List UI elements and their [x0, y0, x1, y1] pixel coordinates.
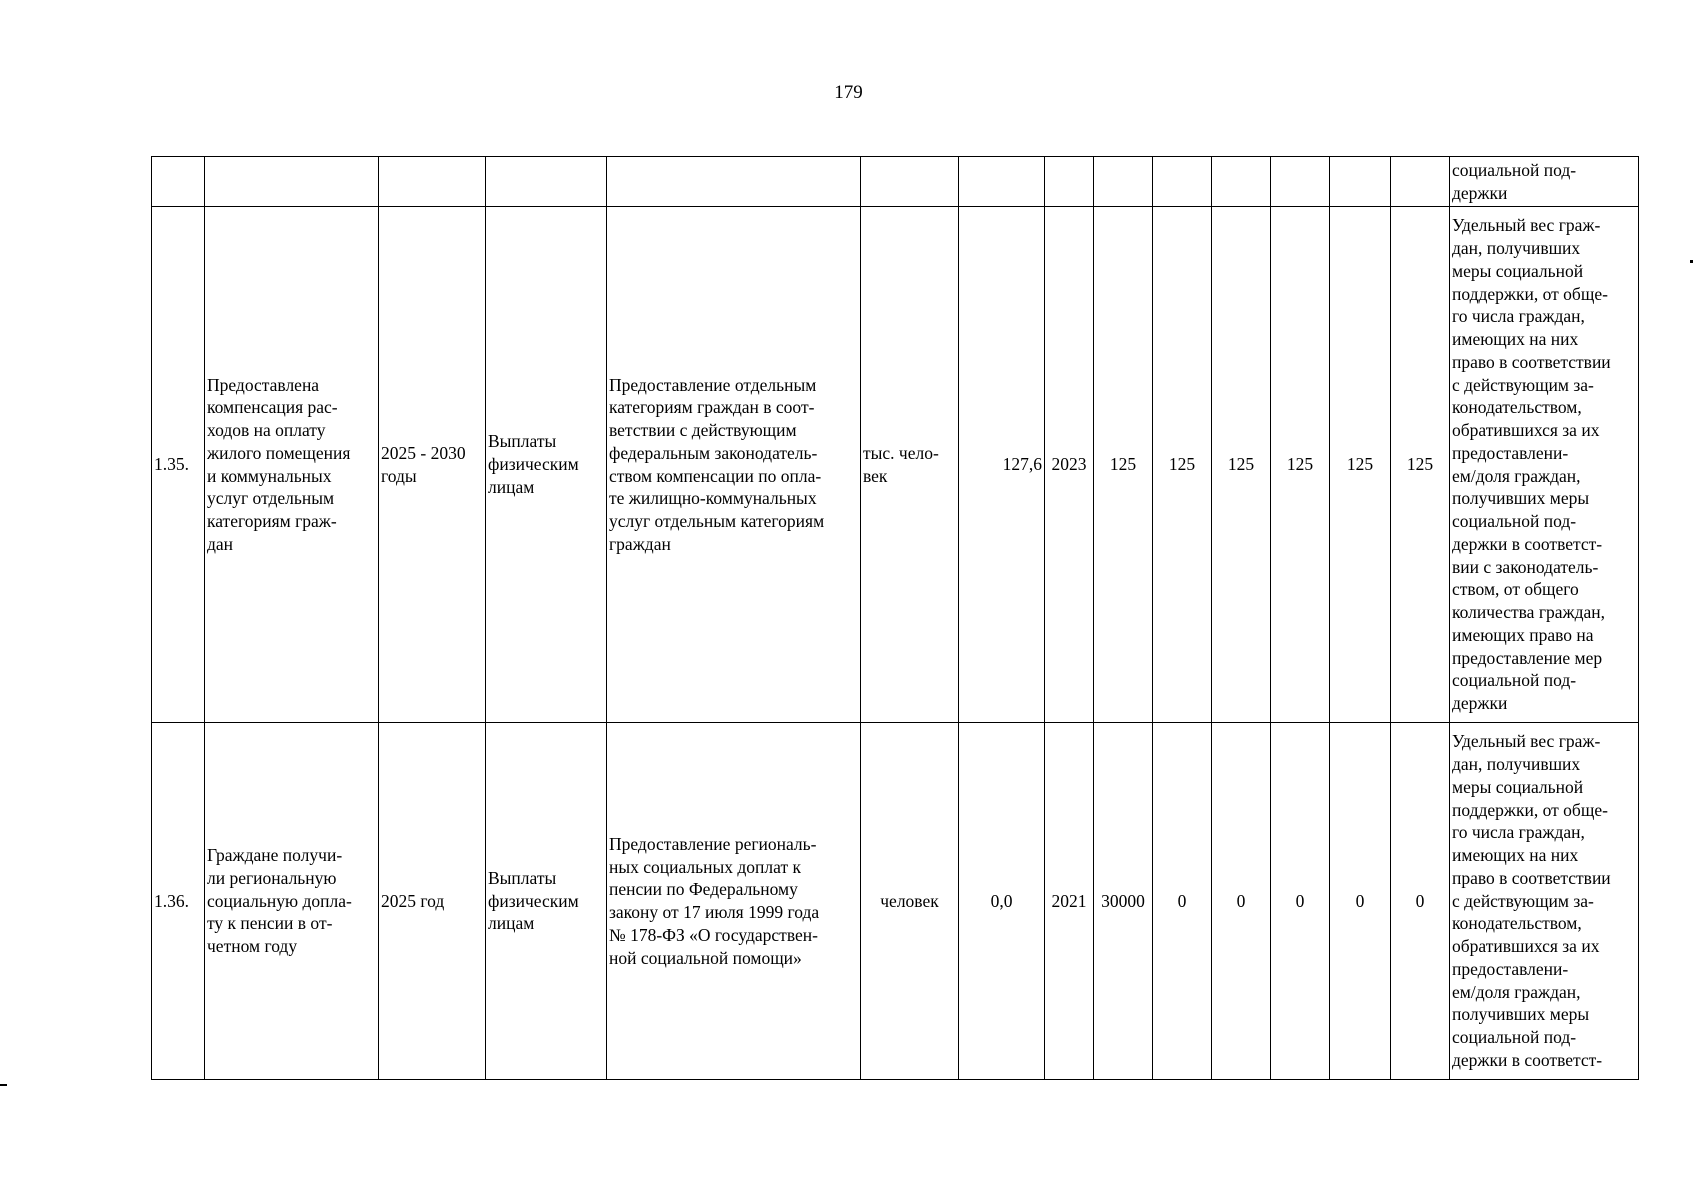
scan-margin-mark	[1690, 260, 1693, 263]
value-cell: 0	[1236, 890, 1246, 911]
table-row	[152, 207, 1639, 723]
empty-cell	[205, 157, 379, 207]
value-cell: 0	[1415, 890, 1425, 911]
page-number: 179	[834, 82, 863, 103]
result-text: Предоставлена компенсация рас- ходов на оплату жилого помещения и коммунальных услуг отдельным категориям граж- дан	[207, 374, 351, 554]
value-cell: 125	[1168, 454, 1196, 475]
empty-cell	[1094, 157, 1153, 207]
period-text: 2025 год	[381, 890, 445, 911]
base-year: 2023	[1051, 454, 1087, 475]
value-cell: 0	[1177, 890, 1187, 911]
value-cell: 125	[1109, 454, 1137, 475]
value-cell: 125	[1346, 454, 1374, 475]
unit-text: человек	[880, 890, 939, 911]
value-cell: 0	[1295, 890, 1305, 911]
type-text: Выплаты физическим лицам	[488, 431, 579, 497]
table-row-continued	[152, 157, 1639, 207]
empty-cell	[607, 157, 861, 207]
description-text: Предоставление региональ- ных социальных доплат к пенсии по Федеральному закону от 17 июля 1999 года № 178-ФЗ «О государствен- ной социальной помощи»	[609, 833, 820, 968]
program-table	[151, 156, 1639, 1080]
unit-text: тыс. чело- век	[863, 442, 939, 486]
row-number: 1.35.	[154, 454, 189, 475]
value-cell: 125	[1286, 454, 1314, 475]
empty-cell	[1391, 157, 1450, 207]
empty-cell	[152, 157, 205, 207]
empty-cell	[379, 157, 486, 207]
indicator-text: социальной под- держки	[1452, 159, 1577, 203]
value-cell: 0	[1355, 890, 1365, 911]
empty-cell	[861, 157, 959, 207]
scan-margin-mark	[0, 1084, 7, 1086]
period-text: 2025 - 2030 годы	[381, 442, 466, 486]
row-number: 1.36.	[154, 890, 189, 911]
type-text: Выплаты физическим лицам	[488, 867, 579, 934]
empty-cell	[1271, 157, 1330, 207]
indicator-text: Удельный вес граж- дан, получивших меры социальной поддержки, от обще- го числа граждан, имеющих на них право в соответствии с действующим за- конодательством, обратившихся за их предоставлени- ем/доля граждан, получивших меры социальной под- держки в соответст-	[1452, 731, 1611, 1070]
value-cell: 125	[1406, 454, 1434, 475]
base-value: 0,0	[990, 890, 1013, 911]
empty-cell	[1153, 157, 1212, 207]
table-row	[152, 723, 1639, 1080]
empty-cell	[1330, 157, 1391, 207]
result-text: Граждане получи- ли региональную социальную допла- ту к пенсии в от- четном году	[207, 845, 352, 957]
base-value: 127,6	[1002, 454, 1042, 475]
base-year: 2021	[1051, 890, 1087, 911]
value-cell: 30000	[1101, 890, 1145, 911]
indicator-text: Удельный вес граж- дан, получивших меры социальной поддержки, от обще- го числа граждан, имеющих на них право в соответствии с действующим за- конодательством, обратившихся за их предоставлени- ем/доля граждан, получивших меры социальной под- держки в соответст- вии с законодатель- ством, от общего количества граждан, имеющих право на предоставление мер социальной под- держки	[1452, 215, 1611, 713]
empty-cell	[959, 157, 1045, 207]
value-cell: 125	[1227, 454, 1255, 475]
empty-cell	[1045, 157, 1094, 207]
empty-cell	[1212, 157, 1271, 207]
description-text: Предоставление отдельным категориям граждан в соот- ветствии с действующим федеральным законодатель- ством компенсации по опла- те жилищно-коммунальных услуг отдельным категориям граждан	[609, 374, 825, 554]
empty-cell	[486, 157, 607, 207]
